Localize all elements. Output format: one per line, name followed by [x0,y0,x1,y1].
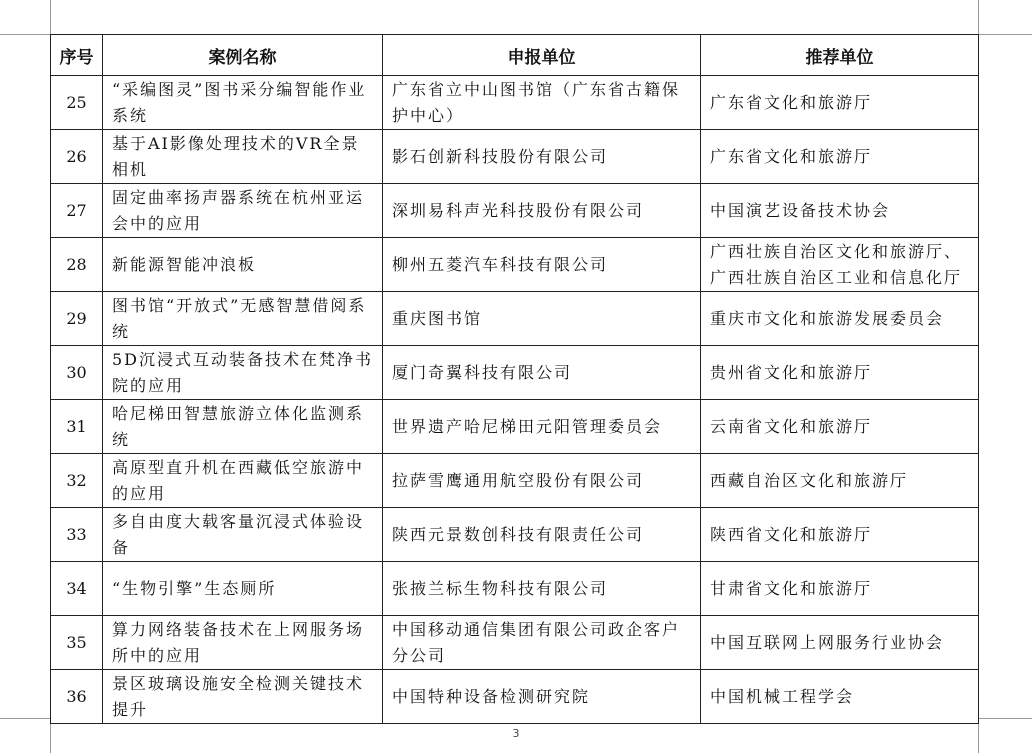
crop-mark-bottom-left [0,718,50,719]
case-table [50,34,979,724]
table-header-row [51,35,979,76]
table-row [51,76,979,130]
table-row [51,400,979,454]
cell-case-name: 基于AI影像处理技术的VR全景相机 [103,130,383,184]
cell-case-name: 5D沉浸式互动装备技术在梵净书院的应用 [103,346,383,400]
table-row [51,454,979,508]
cell-case-name: 哈尼梯田智慧旅游立体化监测系统 [103,400,383,454]
table-row [51,184,979,238]
cell-case-name: 图书馆“开放式”无感智慧借阅系统 [103,292,383,346]
cell-case-name: 多自由度大载客量沉浸式体验设备 [103,508,383,562]
cell-seq: 28 [51,238,103,292]
cell-seq: 27 [51,184,103,238]
cell-applicant: 厦门奇翼科技有限公司 [383,346,701,400]
table-row [51,616,979,670]
cell-case-name: 固定曲率扬声器系统在杭州亚运会中的应用 [103,184,383,238]
table-row [51,346,979,400]
cell-applicant: 影石创新科技股份有限公司 [383,130,701,184]
cell-recommender: 中国机械工程学会 [701,670,979,724]
cell-applicant: 世界遗产哈尼梯田元阳管理委员会 [383,400,701,454]
table-row [51,670,979,724]
cell-case-name: “采编图灵”图书采分编智能作业系统 [103,76,383,130]
cell-applicant: 拉萨雪鹰通用航空股份有限公司 [383,454,701,508]
header-applicant: 申报单位 [383,35,701,76]
cell-recommender: 广东省文化和旅游厅 [701,130,979,184]
cell-seq: 30 [51,346,103,400]
cell-applicant: 中国移动通信集团有限公司政企客户分公司 [383,616,701,670]
cell-seq: 33 [51,508,103,562]
cell-seq: 25 [51,76,103,130]
cell-case-name: 高原型直升机在西藏低空旅游中的应用 [103,454,383,508]
cell-case-name: “生物引擎”生态厕所 [103,562,383,616]
cell-case-name: 景区玻璃设施安全检测关键技术提升 [103,670,383,724]
cell-case-name: 算力网络装备技术在上网服务场所中的应用 [103,616,383,670]
cell-applicant: 中国特种设备检测研究院 [383,670,701,724]
crop-mark-bottom-right [978,718,1032,719]
cell-applicant: 重庆图书馆 [383,292,701,346]
cell-applicant: 深圳易科声光科技股份有限公司 [383,184,701,238]
crop-mark-top-left [50,0,51,34]
cell-seq: 29 [51,292,103,346]
cell-recommender: 云南省文化和旅游厅 [701,400,979,454]
cell-seq: 32 [51,454,103,508]
cell-applicant: 陕西元景数创科技有限责任公司 [383,508,701,562]
header-seq: 序号 [51,35,103,76]
table-row [51,562,979,616]
crop-mark-top-right [978,34,1032,35]
cell-recommender: 中国互联网上网服务行业协会 [701,616,979,670]
cell-applicant: 张掖兰标生物科技有限公司 [383,562,701,616]
header-recommender: 推荐单位 [701,35,979,76]
table-row [51,238,979,292]
cell-applicant: 柳州五菱汽车科技有限公司 [383,238,701,292]
cell-case-name: 新能源智能冲浪板 [103,238,383,292]
cell-recommender: 中国演艺设备技术协会 [701,184,979,238]
cell-seq: 34 [51,562,103,616]
table-row [51,130,979,184]
cell-seq: 36 [51,670,103,724]
cell-seq: 31 [51,400,103,454]
cell-recommender: 陕西省文化和旅游厅 [701,508,979,562]
cell-recommender: 贵州省文化和旅游厅 [701,346,979,400]
cell-recommender: 西藏自治区文化和旅游厅 [701,454,979,508]
cell-seq: 26 [51,130,103,184]
cell-recommender: 广东省文化和旅游厅 [701,76,979,130]
page-number: 3 [512,727,520,740]
header-case-name: 案例名称 [103,35,383,76]
cell-recommender: 重庆市文化和旅游发展委员会 [701,292,979,346]
table-row [51,292,979,346]
cell-recommender: 广西壮族自治区文化和旅游厅、广西壮族自治区工业和信息化厅 [701,238,979,292]
crop-mark-top-left [0,34,50,35]
crop-mark-top-right [978,0,979,34]
cell-applicant: 广东省立中山图书馆（广东省古籍保护中心） [383,76,701,130]
cell-seq: 35 [51,616,103,670]
table-row [51,508,979,562]
cell-recommender: 甘肃省文化和旅游厅 [701,562,979,616]
